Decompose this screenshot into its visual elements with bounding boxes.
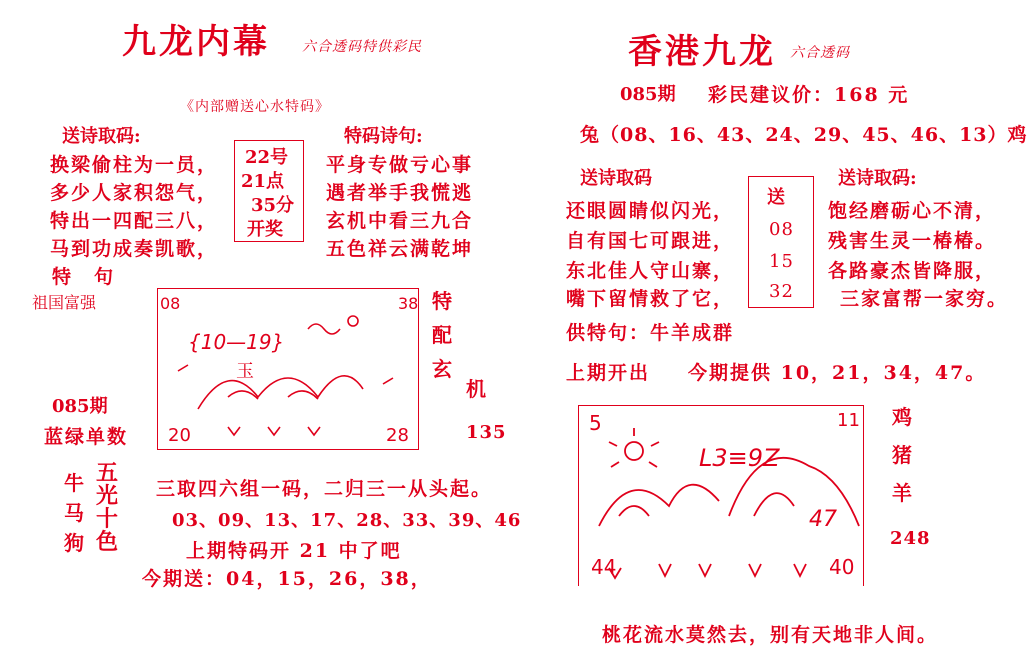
wuguang-vertical — [96, 462, 118, 554]
right-poem-right-2: 残害生灵一椿椿。 — [828, 230, 997, 252]
draw-hour: 21点 — [241, 171, 285, 192]
send-box-num-3: 32 — [769, 281, 794, 302]
special-line-2: 遇者举手我慌逃 — [326, 182, 474, 204]
right-sketch-box — [578, 405, 864, 586]
left-poem-line-1: 换梁偷柱为一员， — [50, 154, 219, 176]
draw-time-box — [234, 140, 304, 242]
side-animal-rooster: 鸡 — [892, 405, 912, 429]
send-box-label: 送 — [767, 187, 785, 208]
te-ju-label: 特 句 — [52, 266, 116, 288]
right-last-open: 上期开出 — [566, 362, 651, 384]
right-issue: 085期 — [620, 84, 676, 105]
left-numbers: 03、09、13、17、28、33、39、46 — [172, 510, 522, 531]
wuguang-3: 十 — [96, 506, 119, 532]
left-sketch-top-right: 38 — [398, 294, 418, 313]
right-sketch-bottom-left: 44 — [591, 555, 617, 579]
right-side-animals — [892, 398, 912, 512]
left-sketch-drawing — [158, 289, 418, 449]
special-line-4: 五色祥云满乾坤 — [326, 238, 474, 260]
left-side-vertical — [432, 284, 452, 386]
send-box-num-2: 15 — [769, 251, 794, 272]
side-char-2: 配 — [432, 323, 452, 347]
left-today: 今期送：04，15，26，38， — [142, 568, 432, 590]
right-poem-left-2: 自有国七可跟进， — [566, 230, 735, 252]
left-poem-heading: 送诗取码: — [62, 126, 141, 147]
right-sketch-bottom-right: 40 — [829, 555, 855, 579]
left-tag: 《内部赠送心水特码》 — [180, 99, 330, 115]
draw-minute: 35分 — [251, 195, 295, 216]
te-ju-value: 祖国富强 — [32, 293, 97, 312]
draw-label: 开奖 — [247, 219, 283, 240]
special-line-3: 玄机中看三九合 — [326, 210, 474, 232]
right-sketch-formula: L3≡9Z — [699, 444, 780, 472]
right-poem-heading-left: 送诗取码 — [580, 168, 652, 189]
left-issue-note: 蓝绿单数 — [44, 426, 129, 448]
send-box — [748, 176, 814, 308]
left-sketch-bottom-left: 20 — [168, 425, 191, 446]
special-line-1: 平身专做亏心事 — [326, 154, 474, 176]
right-poem-right-4: 三家富帮一家穷。 — [840, 288, 1009, 310]
left-subtitle: 六合透码特供彩民 — [302, 39, 422, 55]
right-rabbit-line: 兔（08、16、43、24、29、45、46、13）鸡 — [580, 124, 1028, 146]
side-animal-pig: 猪 — [892, 443, 912, 467]
gong-te-ju: 供特句：牛羊成群 — [566, 322, 735, 344]
right-today-provide: 今期提供 10，21，34，47。 — [688, 362, 987, 384]
left-sketch-top-left: 08 — [160, 294, 181, 313]
right-sketch-drawing — [579, 406, 863, 586]
left-title: 九龙内幕 — [122, 22, 270, 62]
send-box-num-1: 08 — [769, 219, 794, 240]
right-sketch-mid: 47 — [809, 507, 837, 532]
right-poem-right-1: 饱经磨砺心不清， — [828, 200, 997, 222]
right-poem-left-4: 嘴下留情救了它， — [566, 288, 735, 310]
side-char-3: 玄 — [432, 357, 452, 381]
left-last-hit: 上期特码开 21 中了吧 — [186, 540, 402, 562]
left-poem-line-2: 多少人家积怨气， — [50, 182, 219, 204]
side-animal-sheep: 羊 — [892, 481, 912, 505]
wuguang-2: 光 — [96, 483, 119, 509]
right-poem-heading-right: 送诗取码: — [838, 168, 917, 189]
special-heading: 特码诗句: — [344, 126, 423, 147]
right-price: 彩民建议价：168 元 — [708, 84, 910, 106]
left-sketch-box — [157, 288, 419, 450]
left-rule: 三取四六组一码，二归三一从头起。 — [156, 478, 493, 500]
right-sketch-top-right: 11 — [837, 410, 860, 431]
animal-ox: 牛 — [64, 471, 84, 495]
right-sketch-top-left: 5 — [589, 411, 602, 435]
left-animals — [64, 468, 84, 558]
right-footer: 桃花流水莫然去，别有天地非人间。 — [602, 624, 939, 646]
left-poem-line-4: 马到功成奏凯歌， — [50, 238, 219, 260]
right-side-number: 248 — [890, 528, 931, 549]
ji-number: 135 — [466, 422, 507, 443]
left-sketch-bottom-right: 28 — [386, 425, 409, 446]
right-poem-left-1: 还眼圆睛似闪光， — [566, 200, 735, 222]
wuguang-4: 色 — [96, 529, 119, 555]
side-char-1: 特 — [432, 289, 452, 313]
right-poem-right-3: 各路豪杰皆降服， — [828, 260, 997, 282]
left-poem-line-3: 特出一四配三八， — [50, 210, 219, 232]
animal-dog: 狗 — [64, 531, 84, 555]
wuguang-1: 五 — [96, 460, 119, 486]
right-title: 香港九龙 — [628, 32, 776, 72]
left-sketch-formula: {10—19} — [188, 330, 285, 354]
left-issue: 085期 — [52, 396, 108, 417]
left-sketch-center: 玉 — [236, 361, 254, 382]
ji-label: 机 — [466, 377, 486, 401]
animal-horse: 马 — [64, 501, 84, 525]
right-subtitle: 六合透码 — [790, 45, 850, 61]
right-poem-left-3: 东北佳人守山寨， — [566, 260, 735, 282]
draw-day: 22号 — [245, 147, 289, 168]
